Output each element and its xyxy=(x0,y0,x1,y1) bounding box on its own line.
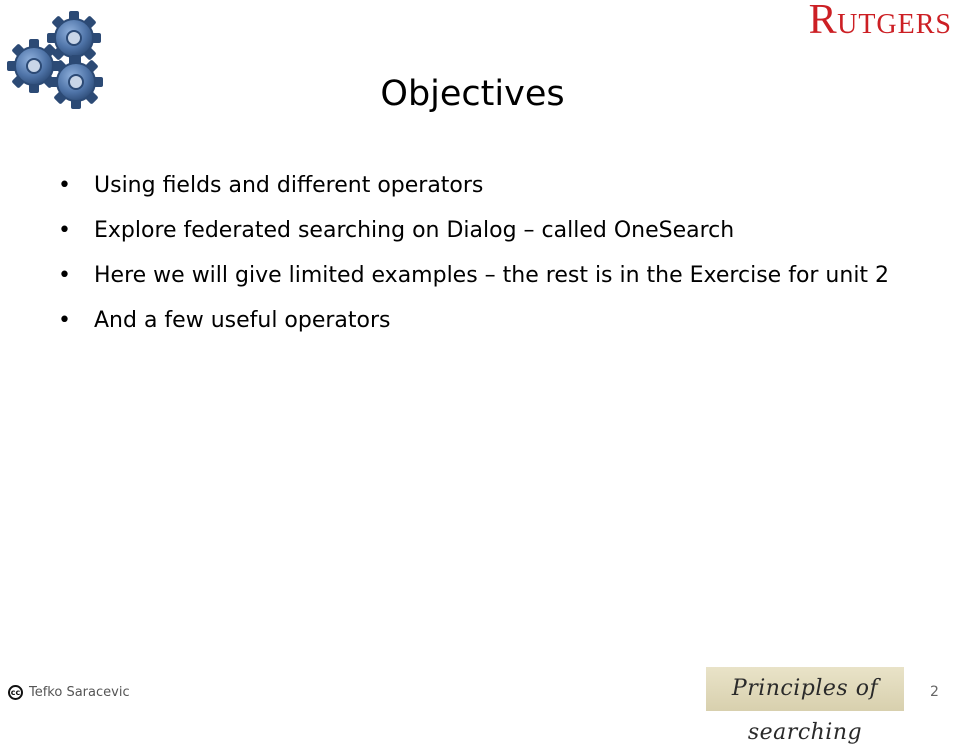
slide-title: Objectives xyxy=(380,74,565,114)
rutgers-logo-rest: UTGERS xyxy=(837,9,952,40)
bullet-item xyxy=(58,170,918,201)
bullet-item xyxy=(58,260,918,291)
bullet-text: Here we will give limited examples – the rest is in the Exercise for unit 2 xyxy=(94,263,890,288)
bullet-text: Using fields and different operators xyxy=(94,173,484,198)
rutgers-logo-initial: R xyxy=(808,0,838,43)
bullet-text: Explore federated searching on Dialog – called OneSearch xyxy=(94,218,735,243)
bullet-item xyxy=(58,305,918,336)
bullet-list xyxy=(58,170,918,350)
cc-icon: cc xyxy=(8,685,23,700)
bullet-icon: • xyxy=(58,263,71,288)
bullet-icon: • xyxy=(58,173,71,198)
bullet-text: And a few useful operators xyxy=(94,308,391,333)
author-name: Tefko Saracevic xyxy=(29,685,130,700)
bullet-icon: • xyxy=(58,218,71,243)
bullet-icon: • xyxy=(58,308,71,333)
page-number: 2 xyxy=(930,684,939,700)
bullet-item xyxy=(58,215,918,246)
course-logo: Principles of searching xyxy=(706,667,904,711)
rutgers-logo xyxy=(809,0,952,45)
footer-credit xyxy=(8,685,130,700)
